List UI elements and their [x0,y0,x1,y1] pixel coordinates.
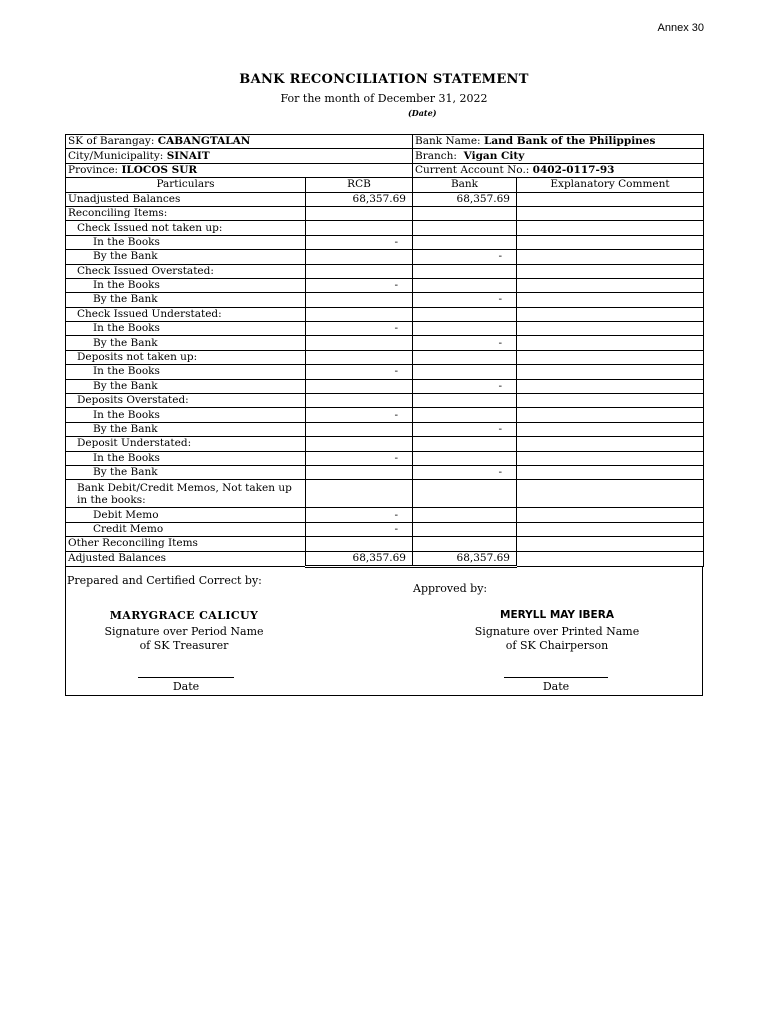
bank-value: 68,357.69 [413,192,517,206]
signature-section [65,566,703,696]
document-title: BANK RECONCILIATION STATEMENT [239,72,529,87]
bank-value [413,206,517,220]
col-bank: Bank [413,178,517,192]
column-header-row [66,178,704,192]
comment-cell [517,192,704,206]
table-row [66,235,704,249]
rcb-value [306,379,413,393]
bank-value [413,365,517,379]
bank-value [413,235,517,249]
col-comment: Explanatory Comment [517,178,704,192]
rcb-value [306,394,413,408]
bank-value [413,350,517,364]
bank-value: - [413,422,517,436]
table-row [66,480,704,508]
bank-value [413,264,517,278]
row-label: By the Bank [66,465,306,479]
row-label: By the Bank [66,293,306,307]
sk-barangay-cell [66,135,413,149]
row-label: In the Books [66,235,306,249]
table-row [66,192,704,206]
row-label: Deposits Overstated: [66,394,306,408]
rcb-value [306,480,413,508]
treasurer-role-line-2: of SK Treasurer [139,639,229,652]
bank-value [413,437,517,451]
comment-cell [517,537,704,551]
table-row [66,293,704,307]
table-row [66,206,704,220]
comment-cell [517,451,704,465]
bank-value [413,322,517,336]
rcb-value [306,264,413,278]
comment-cell [517,322,704,336]
bank-value: - [413,379,517,393]
rcb-value: - [306,451,413,465]
comment-cell [517,508,704,522]
rcb-value [306,250,413,264]
table-row [66,451,704,465]
bank-value: - [413,465,517,479]
table-row [66,437,704,451]
account-label: Current Account No.: [415,163,530,176]
row-label: Other Reconciling Items [66,537,306,551]
col-rcb: RCB [306,178,413,192]
rcb-value [306,293,413,307]
bank-value [413,522,517,536]
rcb-value [306,422,413,436]
treasurer-name: MARYGRACE CALICUY [109,609,259,622]
table-row [66,250,704,264]
date-note: (Date) [408,108,437,118]
rcb-value [306,336,413,350]
bank-value [413,307,517,321]
comment-cell [517,408,704,422]
row-label: Deposit Understated: [66,437,306,451]
rcb-value: - [306,278,413,292]
rcb-value [306,221,413,235]
row-label: Check Issued Understated: [66,307,306,321]
comment-cell [517,437,704,451]
row-label: Bank Debit/Credit Memos, Not taken up in the books: [66,480,306,508]
table-row [66,522,704,536]
table-row [66,394,704,408]
table-row [66,336,704,350]
treasurer-date-line [138,677,234,678]
comment-cell [517,551,704,566]
rcb-value [306,350,413,364]
comment-cell [517,235,704,249]
rcb-value: - [306,522,413,536]
comment-cell [517,350,704,364]
row-label: By the Bank [66,336,306,350]
row-label: Credit Memo [66,522,306,536]
table-row [66,408,704,422]
rcb-value: - [306,408,413,422]
chairperson-role-line-1: Signature over Printed Name [474,625,640,638]
row-label: In the Books [66,451,306,465]
row-label: Deposits not taken up: [66,350,306,364]
table-row [66,322,704,336]
rcb-value: 68,357.69 [306,192,413,206]
bank-value [413,508,517,522]
chairperson-name: MERYLL MAY IBERA [500,609,614,621]
rcb-value: - [306,322,413,336]
bank-value: - [413,250,517,264]
province-value: ILOCOS SUR [121,163,198,176]
reconciliation-table [65,134,704,568]
account-cell [413,163,704,177]
branch-cell [413,149,704,163]
row-label: In the Books [66,322,306,336]
treasurer-role-line-1: Signature over Period Name [104,625,264,638]
document-subtitle: For the month of December 31, 2022 [280,92,488,105]
comment-cell [517,480,704,508]
bank-value [413,480,517,508]
header-row-3 [66,163,704,177]
treasurer-date-label: Date [172,680,200,693]
comment-cell [517,379,704,393]
table-row [66,278,704,292]
row-label: By the Bank [66,379,306,393]
comment-cell [517,264,704,278]
row-label: In the Books [66,408,306,422]
comment-cell [517,522,704,536]
rcb-value: - [306,508,413,522]
table-row [66,379,704,393]
comment-cell [517,250,704,264]
bank-value [413,278,517,292]
comment-cell [517,293,704,307]
chairperson-role-line-2: of SK Chairperson [505,639,609,652]
rcb-value [306,206,413,220]
rcb-value [306,465,413,479]
table-row [66,221,704,235]
header-row-1 [66,135,704,149]
table-row [66,508,704,522]
comment-cell [517,307,704,321]
table-row [66,365,704,379]
comment-cell [517,394,704,408]
sk-barangay-value: CABANGTALAN [157,135,251,148]
comment-cell [517,465,704,479]
row-label: Check Issued Overstated: [66,264,306,278]
comment-cell [517,336,704,350]
comment-cell [517,278,704,292]
row-label: In the Books [66,278,306,292]
rcb-value: - [306,235,413,249]
table-row [66,350,704,364]
row-label: Adjusted Balances [66,551,306,566]
province-cell [66,163,413,177]
bank-value [413,408,517,422]
row-label: In the Books [66,365,306,379]
row-label: Reconciling Items: [66,206,306,220]
bank-value: 68,357.69 [413,551,517,566]
header-row-2 [66,149,704,163]
bank-value [413,394,517,408]
rcb-value [306,437,413,451]
city-label: City/Municipality: [68,149,164,162]
table-row [66,537,704,551]
chairperson-date-label: Date [542,680,570,693]
rcb-value [306,537,413,551]
sk-barangay-label: SK of Barangay: [68,135,155,148]
annex-label: Annex 30 [657,22,704,34]
comment-cell [517,365,704,379]
bank-value [413,221,517,235]
comment-cell [517,422,704,436]
row-label: Unadjusted Balances [66,192,306,206]
branch-value: Vigan City [463,149,525,162]
bank-name-label: Bank Name: [415,135,481,148]
city-cell [66,149,413,163]
bank-name-cell [413,135,704,149]
table-row [66,307,704,321]
row-label: Check Issued not taken up: [66,221,306,235]
bank-value: - [413,293,517,307]
rcb-value: - [306,365,413,379]
table-row [66,264,704,278]
province-label: Province: [68,163,119,176]
chairperson-date-line [504,677,608,678]
city-value: SINAIT [166,149,210,162]
col-particulars: Particulars [66,178,306,192]
table-row [66,422,704,436]
row-label: Debit Memo [66,508,306,522]
prepared-by-label: Prepared and Certified Correct by: [67,574,262,587]
comment-cell [517,221,704,235]
bank-value [413,451,517,465]
account-value: 0402-0117-93 [532,163,615,176]
row-label: By the Bank [66,422,306,436]
rcb-value: 68,357.69 [306,551,413,566]
bank-value: - [413,336,517,350]
bank-value [413,537,517,551]
table-row [66,465,704,479]
branch-label: Branch: [415,149,457,162]
rcb-value [306,307,413,321]
table-row [66,551,704,566]
bank-name-value: Land Bank of the Philippines [483,135,656,148]
row-label: By the Bank [66,250,306,264]
approved-by-label: Approved by: [413,582,488,595]
comment-cell [517,206,704,220]
